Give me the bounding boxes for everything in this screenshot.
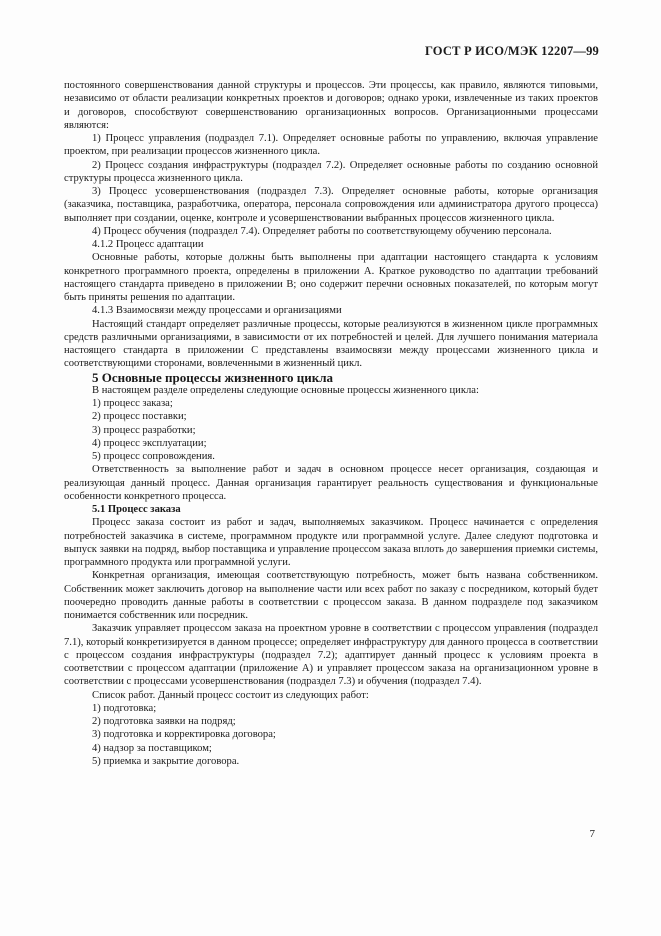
clause-heading: 4.1.3 Взаимосвязи между процессами и организациями [92,305,342,317]
list-item: 1) процесс заказа; [92,398,173,409]
section-heading: 5 Основные процессы жизненного цикла [92,369,334,385]
page-number: 7 [589,828,595,840]
list-item: 3) подготовка и корректировка договора; [92,729,276,741]
paragraph: Заказчик управляет процессом заказа на проектном уровне в соответствии с процессом управления (подраздел 7.1), который конкретизируется в данном процессе; определяет инфраструктуру для данного процесса в соответствии с процессом создания инфраструктуры (подраздел 7.2); адаптирует данный процесс к условиям проекта в соответствии с процессом адаптации (приложение А) и управляет процессом заказа на организационном уровне в соответствии с процессами усовершенствования (подраздел 7.3) и обучения (подраздел 7.4). [64,623,598,688]
paragraph: 4) Процесс обучения (подраздел 7.4). Определяет работы по соответствующему обучению персонала. [92,225,552,237]
list-item: 3) процесс разработки; [92,424,196,436]
paragraph: В настоящем разделе определены следующие основные процессы жизненного цикла: [92,384,479,396]
clause-heading: 4.1.2 Процесс адаптации [92,239,204,250]
paragraph: Список работ. Данный процесс состоит из следующих работ: [92,689,369,701]
paragraph: Настоящий стандарт определяет различные процессы, которые реализуются в жизненном цикле программных средств различными организациями, в зависимости от их потребностей и целей. Для лучшего понимания материала настоящего стандарта в приложении С представлены взаимосвязи между процессами жизненного цикла и соответствующими сторонами, вовлеченными в жизненный цикл. [64,318,598,370]
paragraph: Конкретная организация, имеющая соответствующую потребность, может быть названа собственником. Собственник может заключить договор на выполнение части или всех работ по заказу с посредником, который будет поочередно проводить данные работы в соответствии с процессом заказа. В данном подразделе под заказчиком понимается собственник или посредник. [64,570,598,621]
paragraph: 1) Процесс управления (подраздел 7.1). Определяет основные работы по управлению, включая управление проектом, при реализации процессов жизненного цикла. [64,133,598,158]
list-item: 1) подготовка; [92,702,157,714]
paragraph: постоянного совершенствования данной структуры и процессов. Эти процессы, как правило, являются типовыми, независимо от области реализации конкретных проектов и договоров; однако уроки, извлеченные из таких проектов и договоров, способствуют совершенствованию организационных вопросов. Организационными процессами являются: [64,80,598,131]
paragraph: 2) Процесс создания инфраструктуры (подраздел 7.2). Определяет основные работы по созданию основной структуры процесса жизненного цикла. [64,159,598,184]
paragraph: Ответственность за выполнение работ и задач в основном процессе несет организация, создающая и реализующая данный процесс. Данная организация гарантирует реальность существования и функциональные особенности конкретного процесса. [64,464,598,502]
document-body [64,79,598,768]
subsection-heading: 5.1 Процесс заказа [92,504,181,515]
list-item: 5) процесс сопровождения. [92,451,215,462]
list-item: 4) процесс эксплуатации; [92,437,207,449]
list-item: 4) надзор за поставщиком; [92,742,212,754]
list-item: 2) подготовка заявки на подряд; [92,716,236,727]
paragraph: Основные работы, которые должны быть выполнены при адаптации настоящего стандарта к условиям конкретного программного проекта, определены в приложении А. Краткое руководство по адаптации требований настоящего стандарта приведено в приложении В; оно содержит перечни основных показателей, по которым могут быть приняты решения по адаптации. [64,252,598,303]
paragraph: Процесс заказа состоит из работ и задач, выполняемых заказчиком. Процесс начинается с определения потребностей заказчика в системе, программном продукте или программной услуге. Далее следуют подготовка и выпуск заявки на подряд, выбор поставщика и управление процессом заказа вплоть до завершения приемки системы, программного продукта или программной услуги. [64,517,598,568]
list-item: 5) приемка и закрытие договора. [92,755,240,767]
paragraph: 3) Процесс усовершенствования (подраздел 7.3). Определяет основные работы, которые организация (заказчика, поставщика, разработчика, оператора, персонала сопровождения или администратора другого процесса) выполняет при создании, оценке, контроле и усовершенствовании выбранных процессов жизненного цикла. [64,186,598,224]
list-item: 2) процесс поставки; [92,411,187,423]
page-header: ГОСТ Р ИСО/МЭК 12207—99 [424,44,599,58]
